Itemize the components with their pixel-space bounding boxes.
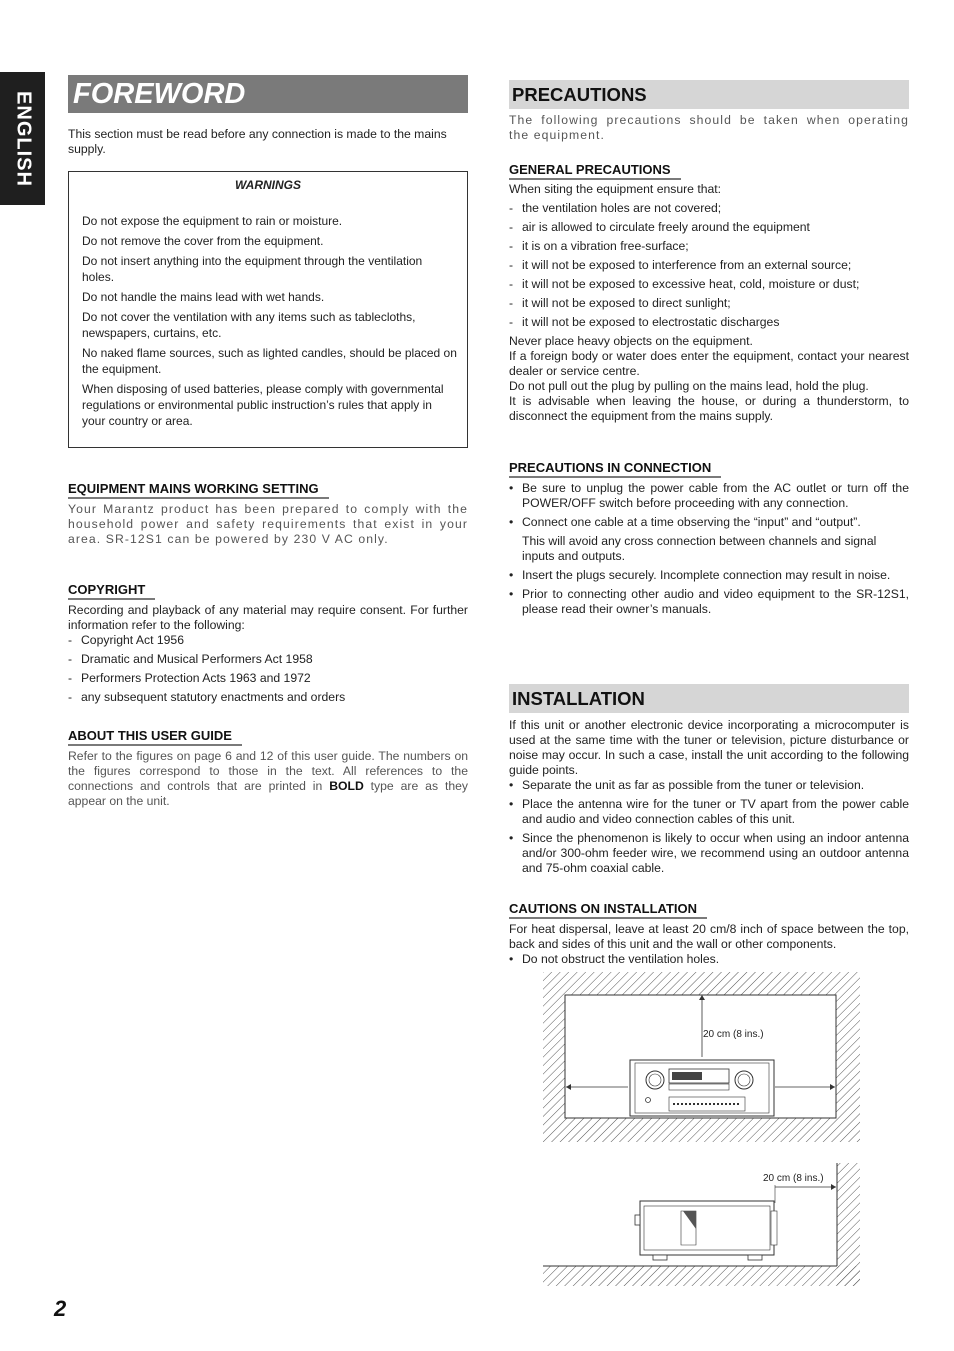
bold-word: BOLD [329,779,364,793]
foreword-title: FOREWORD [68,75,468,113]
warning-item: Do not handle the mains lead with wet hands. [82,290,325,304]
warning-item: No naked flame sources, such as lighted candles, should be placed on the equipment. [82,346,457,376]
installation-block [509,718,909,880]
list-item: - it is on a vibration free-surface; [509,239,909,254]
list-item: - the ventilation holes are not covered; [509,201,909,216]
list-item: • Separate the unit as far as possible from the tuner or television. [509,778,909,793]
receiver-side-icon [635,1201,777,1260]
foreword-intro: This section must be read before any connection is made to the mains supply. [68,127,447,156]
list-item: • Connect one cable at a time observing the “input” and “output”. [509,515,909,530]
installation-intro: If this unit or another electronic device incorporating a microcomputer is used at the same time with the tuner or television, picture disturbance or noise may occur. In such a case, install the unit according to the following guide points. [509,718,909,777]
receiver-front-icon [630,1060,774,1116]
list-item: • Prior to connecting other audio and video equipment to the SR-12S1, please read their owner’s manuals. [509,587,909,617]
installation-list [509,778,909,876]
language-tab-label: ENGLISH [12,90,34,187]
general-intro: When siting the equipment ensure that: [509,182,722,196]
warning-item: Do not insert anything into the equipment through the ventilation holes. [82,254,423,284]
list-item: • Since the phenomenon is likely to occur when using an indoor antenna and/or 300-ohm feeder wire, we recommend using an outdoor antenna and 75-ohm coaxial cable. [509,831,909,876]
warning-item: When disposing of used batteries, please comply with governmental regulations or environmental public instruction’s rules that apply in your country or area. [82,382,444,428]
guide-text: Refer to the figures on page 6 and 12 of this user guide. The numbers on the figures correspond to those in the text. All references to the connections and controls that are printed in BOLD type are as they appear on the unit. [68,749,469,808]
list-item: • Be sure to unplug the power cable from the AC outlet or turn off the POWER/OFF switch before proceeding with any connection. [509,481,909,511]
connection-list [509,481,909,530]
cautions-text: For heat dispersal, leave at least 20 cm/8 inch of space between the top, back and sides of this unit and the wall or other components. [509,922,909,951]
connection-heading: PRECAUTIONS IN CONNECTION [509,460,721,478]
mains-heading: EQUIPMENT MAINS WORKING SETTING [68,481,329,499]
top-clearance-label: 20 cm (8 ins.) [703,1029,764,1040]
list-item: - Performers Protection Acts 1963 and 1972 [68,671,468,686]
list-item: • Do not obstruct the ventilation holes. [509,952,909,967]
connection-list-2 [509,568,909,617]
general-precautions-block [509,182,909,424]
general-precautions-heading: GENERAL PRECAUTIONS [509,162,681,180]
language-tab [0,72,45,205]
side-clearance-label: 20 cm (8 ins.) [763,1173,824,1184]
page-number: 2 [54,1296,67,1321]
mains-text: Your Marantz product has been prepared to comply with the household power and safety requirements that exist in your area. SR-12S1 can be powered by 230 V AC only. [68,502,468,546]
copyright-list [68,633,468,705]
connection-note: This will avoid any cross connection between channels and signal inputs and outputs. [522,534,877,563]
cautions-list [509,952,909,967]
warnings-list [82,213,457,433]
connection-block [509,481,909,621]
copyright-text: Recording and playback of any material may require consent. For further information refer to the following: [68,603,468,632]
clearance-top-figure [543,972,860,1142]
floor-hatching [543,1266,860,1286]
list-item: - Dramatic and Musical Performers Act 1958 [68,652,468,667]
list-item: - it will not be exposed to direct sunlight; [509,296,909,311]
list-item: - Copyright Act 1956 [68,633,468,648]
list-item: - air is allowed to circulate freely around the equipment [509,220,909,235]
list-item: • Place the antenna wire for the tuner or TV apart from the power cable and audio and video connection cables of this unit. [509,797,909,827]
precautions-title: PRECAUTIONS [509,80,909,109]
list-item: • Insert the plugs securely. Incomplete connection may result in noise. [509,568,909,583]
cautions-block [509,922,909,971]
installation-title: INSTALLATION [509,684,909,713]
cautions-heading: CAUTIONS ON INSTALLATION [509,901,707,919]
list-item: - any subsequent statutory enactments and orders [68,690,468,705]
general-list [509,201,909,330]
copyright-block [68,603,468,709]
clearance-side-figure [543,1163,860,1286]
list-item: - it will not be exposed to electrostatic discharges [509,315,909,330]
list-item: - it will not be exposed to interference from an external source; [509,258,909,273]
guide-heading: ABOUT THIS USER GUIDE [68,728,242,746]
general-after: Never place heavy objects on the equipment. If a foreign body or water does enter the equipment, contact your nearest dealer or service centre. Do not pull out the plug by pulling on the mains lead, hold the plug. It is advisable when leaving the house, or during a thunderstorm, to disconnect the equipment from the mains supply. [509,334,909,423]
warning-item: Do not expose the equipment to rain or moisture. [82,214,343,228]
copyright-heading: COPYRIGHT [68,582,155,600]
warnings-title: WARNINGS [235,178,301,192]
precautions-intro: The following precautions should be taken when operating the equipment. [509,113,909,142]
warning-item: Do not cover the ventilation with any items such as tablecloths, newspapers, curtains, etc. [82,310,416,340]
warning-item: Do not remove the cover from the equipment. [82,234,324,248]
list-item: - it will not be exposed to excessive heat, cold, moisture or dust; [509,277,909,292]
warnings-box [68,171,468,448]
